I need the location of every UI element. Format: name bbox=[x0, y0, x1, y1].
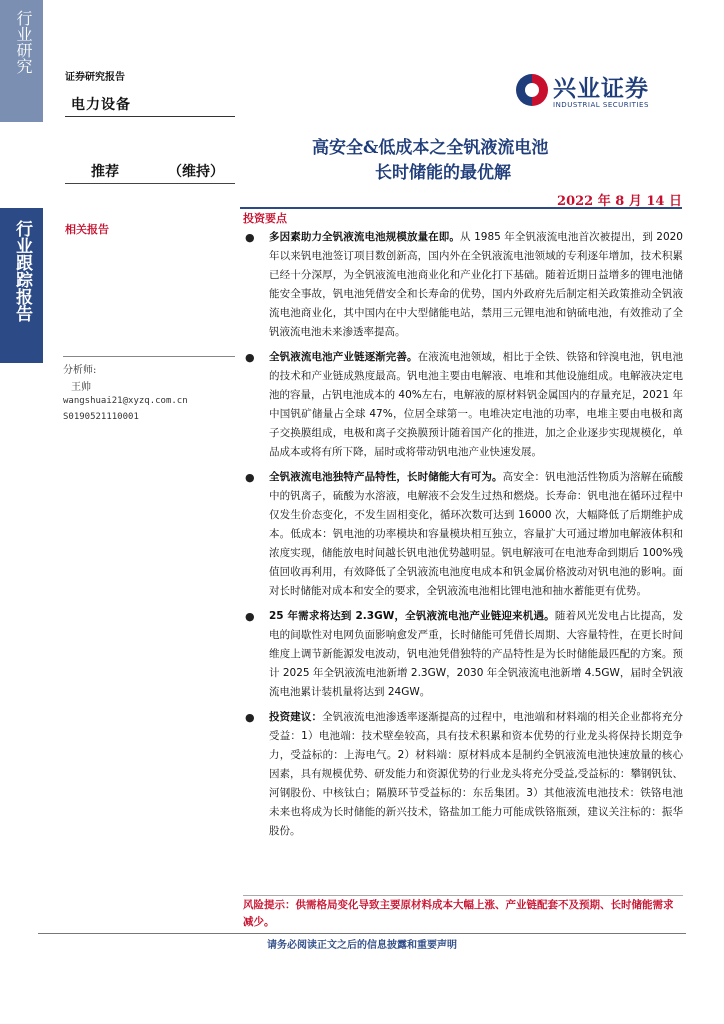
highlight-item bbox=[243, 228, 683, 342]
highlight-item bbox=[243, 348, 683, 462]
report-date: 2022 年 8 月 14 日 bbox=[557, 194, 682, 209]
industry-name: 电力设备 bbox=[71, 97, 131, 113]
industry-divider bbox=[65, 116, 235, 117]
highlight-text: 从 1985 年全钒液流电池首次被提出，到 2020 年以来钒电池签订项目数创新高，国内外在全钒液流电池领域的专利逐年增加，技术积累已经十分深厚，为全钒液流电池商业化和产业化打下基础。随着近期日益增多的锂电池储能安全事故，钒电池凭借安全和长寿命的优势，国内外政府先后制定相关政策推动全钒液流电池商业化，其中国内在中大型储能电站，禁用三元锂电池和钠硫电池，有效推动了全钒液流电池未来渗透率提高。 bbox=[269, 231, 683, 338]
rating-label: 推荐 bbox=[91, 164, 119, 180]
highlight-lead: 全钒液流电池产业链逐渐完善。 bbox=[269, 351, 418, 363]
highlight-item bbox=[243, 607, 683, 702]
rating-status: （维持） bbox=[168, 164, 224, 180]
risk-label: 风险提示： bbox=[243, 899, 296, 911]
logo-chinese-name: 兴业证券 bbox=[553, 76, 649, 102]
analyst-cert-number: S0190521110001 bbox=[63, 412, 139, 422]
sidebar-top-band bbox=[0, 0, 43, 122]
highlight-item bbox=[243, 708, 683, 841]
logo-english-name: INDUSTRIAL SECURITIES bbox=[553, 101, 649, 109]
analyst-name: 王帅 bbox=[71, 382, 91, 393]
analyst-label: 分析师: bbox=[63, 365, 97, 376]
logo-emblem-icon bbox=[516, 74, 548, 106]
highlight-item bbox=[243, 468, 683, 601]
highlight-text: 全钒液流电池渗透率逐渐提高的过程中，电池端和材料端的相关企业都将充分受益：1）电池端：技术壁垒较高，具有技术积累和资本优势的行业龙头将保持长期竞争力，受益标的：上海电气。2）材料端：原材料成本是制约全钒液流电池快速放量的核心因素，具有规模优势、研发能力和资源优势的行业龙头将充分受益,受益标的：攀钢钒钛、河钢股份、中核钛白；隔膜环节受益标的：东岳集团。3）其他液流电池技术：铁铬电池未来也将成为长时储能的新兴技术，铬盐加工能力可能成铁铬瓶颈，建议关注标的：振华股份。 bbox=[269, 711, 684, 837]
analyst-divider bbox=[63, 356, 235, 357]
risk-text: 供需格局变化导致主要原材料成本大幅上涨、产业链配套不及预期、长时储能需求减少。 bbox=[243, 899, 674, 928]
highlight-lead: 25 年需求将达到 2.3GW，全钒液流电池产业链迎来机遇。 bbox=[269, 610, 555, 622]
report-title-line1: 高安全&低成本之全钒液流电池 bbox=[312, 138, 549, 158]
report-type: 证券研究报告 bbox=[65, 72, 125, 83]
footer-disclaimer: 请务必阅读正文之后的信息披露和重要声明 bbox=[267, 940, 457, 951]
highlight-text: 高安全：钒电池活性物质为溶解在硫酸中的钒离子，硫酸为水溶液，电解液不会发生过热和燃烧。长寿命：钒电池在循环过程中仅发生价态变化，不发生固相变化，循环次数可达到 16000 次，大幅降低了后期维护成本。低成本：钒电池的功率模块和容量模块相互独立，容量扩大可通过增加电解液体积和浓度实现，储能放电时间越长钒电池优势越明显。钒电解液可在电池寿命到期后 100%残值回收再利用，有效降低了全钒液流电池度电成本和钒金属价格波动对钒电池的影响。面对长时储能对成本和安全的要求，全钒液流电池相比锂电池和抽水蓄能更有优势。 bbox=[269, 471, 684, 597]
highlights-list bbox=[243, 228, 683, 847]
related-reports-label: 相关报告 bbox=[65, 223, 109, 236]
highlight-lead: 多因素助力全钒液流电池规模放量在即。 bbox=[269, 231, 461, 243]
bullet-icon: ● bbox=[245, 351, 255, 364]
risk-divider bbox=[243, 895, 683, 896]
bullet-icon: ● bbox=[245, 711, 255, 724]
bullet-icon: ● bbox=[245, 471, 255, 484]
report-title-line2: 长时储能的最优解 bbox=[375, 163, 511, 183]
rating-divider bbox=[65, 183, 235, 184]
analyst-email[interactable]: wangshuai21@xyzq.com.cn bbox=[63, 396, 188, 406]
sidebar-top-label: 行业研究 bbox=[14, 10, 33, 74]
highlight-lead: 投资建议： bbox=[269, 711, 323, 723]
sidebar-bottom-band bbox=[0, 208, 43, 363]
highlights-title: 投资要点 bbox=[243, 212, 287, 225]
date-divider bbox=[240, 207, 682, 209]
footer-divider bbox=[38, 933, 686, 934]
sidebar-bottom-label: 行业跟踪报告 bbox=[12, 220, 32, 322]
bullet-icon: ● bbox=[245, 231, 255, 244]
highlight-text: 在液流电池领域，相比于全铁、铁铬和锌溴电池，钒电池的技术和产业链成熟度最高。钒电池主要由电解液、电堆和其他设施组成。电解液决定电池的容量，占钒电池成本的 40%左右，电解液的原材料钒金属国内的存量充足，2021 年中国钒矿储量占全球 47%，位居全球第一。电堆决定电池的功率，电堆主要由电极和离子交换膜组成，电极和离子交换膜预计随着国产化的推进，加之企业逐步实现规模化，单品成本或将有所下降，届时或将带动钒电池产业快速发展。 bbox=[269, 351, 684, 458]
highlight-text: 随着风光发电占比提高，发电的间歇性对电网负面影响愈发严重，长时储能可凭借长周期、大容量特性，在更长时间维度上调节新能源发电波动，钒电池凭借独特的产品特性是为长时储能最匹配的方案。预计 2025 年全钒液流电池新增 2.3GW，2030 年全钒液流电池新增 4.5GW，届时全钒液流电池累计装机量将达到 24GW。 bbox=[269, 610, 684, 698]
company-logo bbox=[516, 70, 676, 114]
bullet-icon: ● bbox=[245, 610, 255, 623]
highlight-lead: 全钒液流电池独特产品特性，长时储能大有可为。 bbox=[269, 471, 503, 483]
risk-warning bbox=[243, 897, 683, 931]
